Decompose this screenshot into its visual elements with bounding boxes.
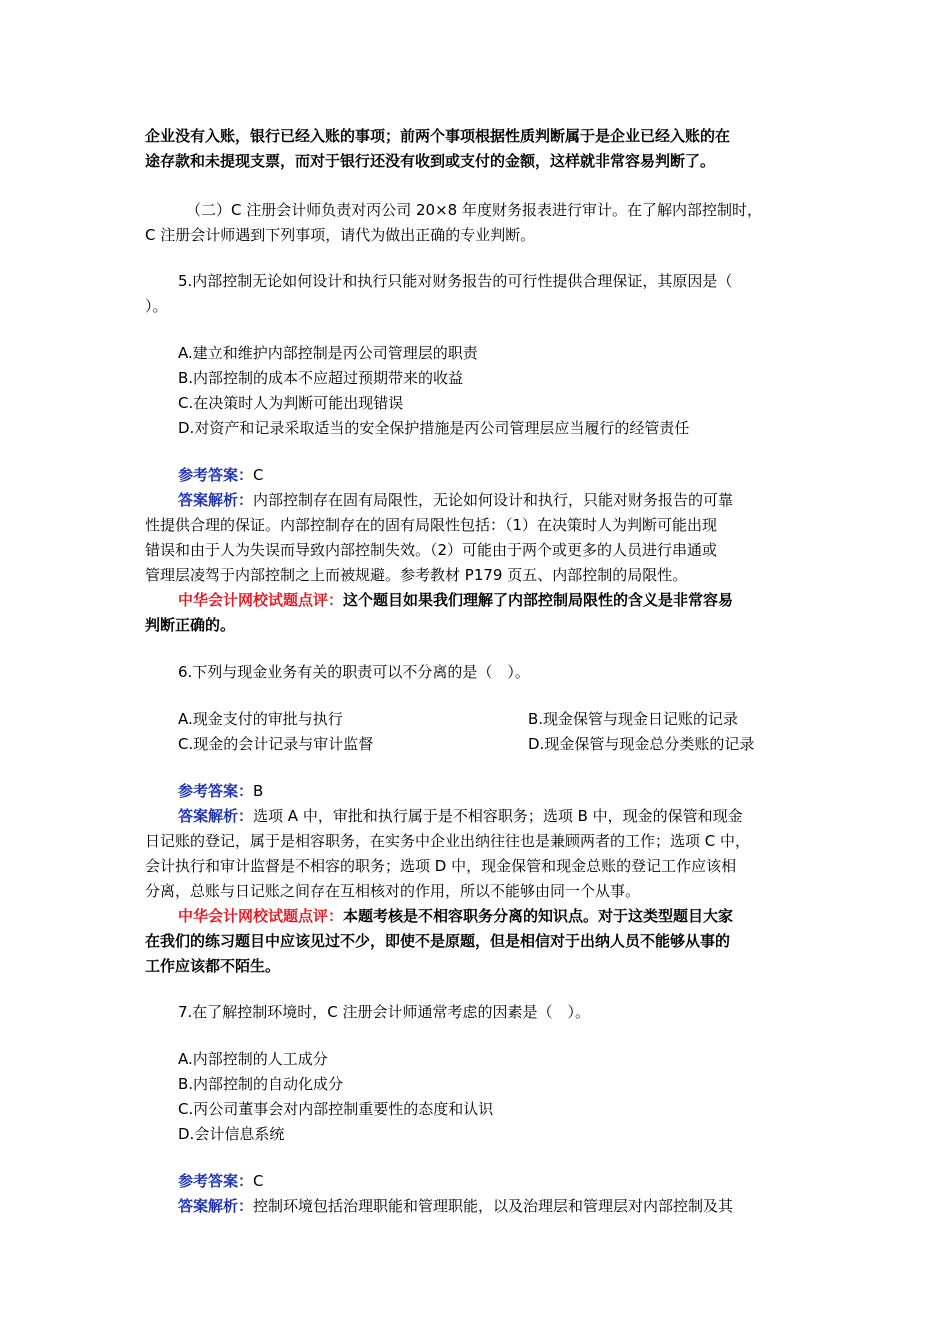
section-line-2: C 注册会计师遇到下列事项，请代为做出正确的专业判断。 [145, 226, 536, 244]
q5-option-d: D.对资产和记录采取适当的安全保护措施是丙公司管理层应当履行的经管责任 [178, 419, 690, 437]
q7-analysis-text-1: 控制环境包括治理职能和管理职能，以及治理层和管理层对内部控制及其 [253, 1197, 734, 1215]
q7-answer-label: 参考答案： [178, 1172, 254, 1190]
q6-option-d: D.现金保管与现金总分类账的记录 [528, 735, 755, 753]
q5-analysis-line-2: 性提供合理的保证。内部控制存在的固有局限性包括：（1）在决策时人为判断可能出现 [145, 516, 718, 534]
q6-analysis-line-2: 日记账的登记，属于是相容职务，在实务中企业出纳往往也是兼顾两者的工作；选项 C 中， [145, 832, 751, 850]
q5-analysis-line-3: 错误和由于人为失误而导致内部控制失效。（2）可能由于两个或更多的人员进行串通或 [145, 541, 718, 559]
q6-stem: 6.下列与现金业务有关的职责可以不分离的是（ ）。 [178, 663, 530, 681]
q5-answer-label: 参考答案： [178, 466, 254, 484]
q6-option-c: C.现金的会计记录与审计监督 [178, 735, 374, 753]
q5-option-a: A.建立和维护内部控制是丙公司管理层的职责 [178, 344, 478, 362]
q6-comment-label: 中华会计网校试题点评： [178, 907, 344, 925]
q5-comment-label: 中华会计网校试题点评： [178, 591, 344, 609]
q6-comment-line-3: 工作应该都不陌生。 [145, 957, 281, 975]
q7-analysis-line-1 [178, 1194, 848, 1219]
q5-answer-value: C [253, 466, 264, 484]
q6-analysis-text-1: 选项 A 中，审批和执行属于是不相容职务；选项 B 中，现金的保管和现金 [253, 807, 743, 825]
q6-analysis-line-4: 分离，总账与日记账之间存在互相核对的作用，所以不能够由同一个从事。 [145, 882, 641, 900]
intro-line-2: 途存款和未提现支票，而对于银行还没有收到或支付的金额，这样就非常容易判断了。 [145, 152, 716, 170]
q5-analysis-line-1 [178, 488, 848, 513]
q5-comment-line-1 [178, 588, 848, 613]
q5-stem-line-1: 5.内部控制无论如何设计和执行只能对财务报告的可行性提供合理保证，其原因是（ [178, 272, 733, 290]
q5-comment-line-2: 判断正确的。 [145, 616, 236, 634]
q7-option-b: B.内部控制的自动化成分 [178, 1075, 344, 1093]
section-line-1: （二）C 注册会计师负责对丙公司 20×8 年度财务报表进行审计。在了解内部控制时， [186, 201, 762, 219]
q6-options-row-1 [178, 707, 818, 732]
q7-answer-value: C [253, 1172, 264, 1190]
q5-option-b: B.内部控制的成本不应超过预期带来的收益 [178, 369, 464, 387]
q7-stem: 7.在了解控制环境时，C 注册会计师通常考虑的因素是（ ）。 [178, 1003, 591, 1021]
q6-comment-text-1: 本题考核是不相容职务分离的知识点。对于这类型题目大家 [343, 907, 734, 925]
q7-analysis-label: 答案解析： [178, 1197, 254, 1215]
q5-stem-line-2: ）。 [145, 297, 168, 315]
q5-analysis-line-4: 管理层凌驾于内部控制之上而被规避。参考教材 P179 页五、内部控制的局限性。 [145, 566, 688, 584]
q6-answer-label: 参考答案： [178, 782, 254, 800]
q6-option-a: A.现金支付的审批与执行 [178, 710, 343, 728]
q6-analysis-line-1 [178, 804, 848, 829]
q5-analysis-label: 答案解析： [178, 491, 254, 509]
q6-comment-line-2: 在我们的练习题目中应该见过不少，即使不是原题，但是相信对于出纳人员不能够从事的 [145, 932, 731, 950]
q6-option-b: B.现金保管与现金日记账的记录 [528, 710, 739, 728]
q5-analysis-text-1: 内部控制存在固有局限性，无论如何设计和执行，只能对财务报告的可靠 [253, 491, 734, 509]
q7-answer [178, 1169, 848, 1194]
q6-analysis-line-3: 会计执行和审计监督是不相容的职务；选项 D 中，现金保管和现金总账的登记工作应该相 [145, 857, 737, 875]
q5-comment-text-1: 这个题目如果我们理解了内部控制局限性的含义是非常容易 [343, 591, 734, 609]
q5-option-c: C.在决策时人为判断可能出现错误 [178, 394, 404, 412]
q6-answer [178, 779, 848, 804]
q7-option-c: C.丙公司董事会对内部控制重要性的态度和认识 [178, 1100, 494, 1118]
q6-options-row-2 [178, 732, 818, 757]
q7-option-d: D.会计信息系统 [178, 1125, 285, 1143]
q5-answer [178, 463, 848, 488]
q6-answer-value: B [253, 782, 264, 800]
intro-line-1: 企业没有入账，银行已经入账的事项；前两个事项根据性质判断属于是企业已经入账的在 [145, 127, 731, 145]
q7-option-a: A.内部控制的人工成分 [178, 1050, 328, 1068]
q6-comment-line-1 [178, 904, 848, 929]
q6-analysis-label: 答案解析： [178, 807, 254, 825]
